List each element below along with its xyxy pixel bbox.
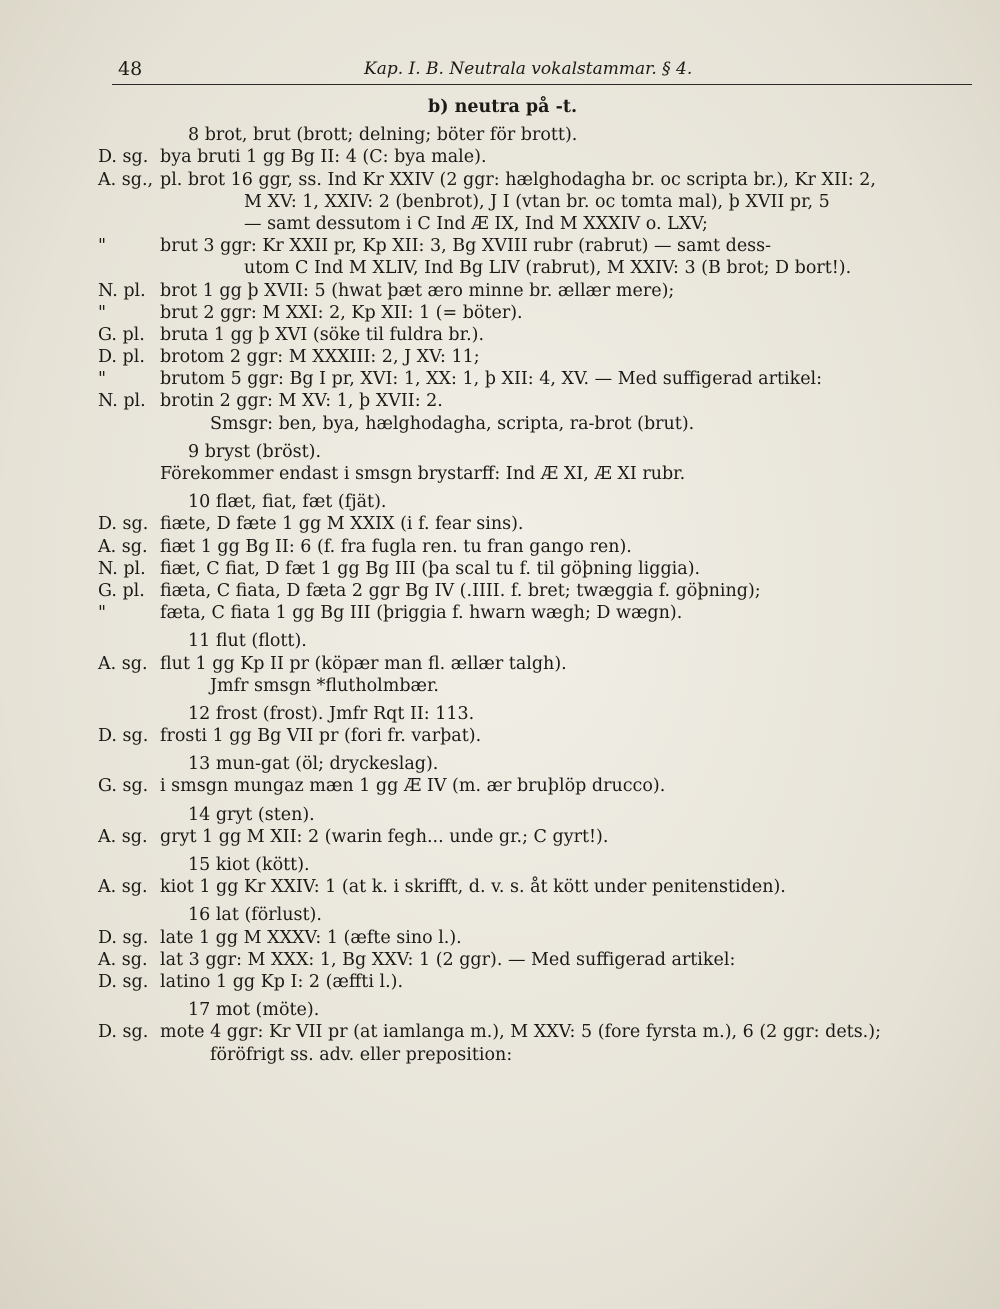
entry-heading xyxy=(98,753,978,775)
grammatical-label: G. pl. xyxy=(98,580,145,601)
line-text: flut 1 gg Kp II pr (köpær man fl. ællær talgh). xyxy=(160,653,567,674)
entry-heading xyxy=(98,854,978,876)
grammatical-label: D. sg. xyxy=(98,1022,149,1043)
line-text: frosti 1 gg Bg VII pr (fori fr. varþat). xyxy=(160,726,482,747)
grammatical-label: G. pl. xyxy=(98,324,145,345)
line-text: pl. brot 16 ggr, ss. Ind Kr XXIV (2 ggr: hælghodagha br. oc scripta br.), Kr XII: 2, xyxy=(160,169,876,190)
line-text: — samt dessutom i C Ind Æ IX, Ind M XXXIV o. LXV; xyxy=(244,213,708,234)
text-line xyxy=(98,1044,978,1066)
line-text: bya bruti 1 gg Bg II: 4 (C: bya male). xyxy=(160,147,487,168)
line-text: fiæte, D fæte 1 gg M XXIX (i f. fear sins). xyxy=(160,514,524,535)
text-line xyxy=(98,324,978,346)
text-line xyxy=(98,390,978,412)
grammatical-label: A. sg. xyxy=(98,949,148,970)
text-line xyxy=(98,949,978,971)
page-header xyxy=(112,58,972,85)
text-line xyxy=(98,826,978,848)
line-text: lat 3 ggr: M XXX: 1, Bg XXV: 1 (2 ggr). — Med suffigerad artikel: xyxy=(160,949,736,970)
line-text: 8 brot, brut (brott; delning; böter för brott). xyxy=(188,125,578,146)
text-line xyxy=(98,580,978,602)
grammatical-label: N. pl. xyxy=(98,558,146,579)
line-text: Förekommer endast i smsgn brystarff: Ind Æ XI, Æ XI rubr. xyxy=(160,464,686,484)
text-line xyxy=(98,675,978,697)
grammatical-label: D. sg. xyxy=(98,927,149,948)
text-line xyxy=(98,513,978,535)
grammatical-label: " xyxy=(98,302,107,323)
line-text: 13 mun-gat (öl; dryckeslag). xyxy=(188,754,439,775)
line-text: b) neutra på -t. xyxy=(428,97,578,117)
grammatical-label: D. pl. xyxy=(98,347,145,368)
line-text: Smsgr: ben, bya, hælghodagha, scripta, ra-brot (brut). xyxy=(210,413,695,434)
line-text: latino 1 gg Kp I: 2 (æffti l.). xyxy=(160,971,404,992)
text-line xyxy=(98,971,978,993)
grammatical-label: N. pl. xyxy=(98,391,146,412)
running-head: Kap. I. B. Neutrala vokalstammar. § 4. xyxy=(364,59,693,79)
grammatical-label: D. sg. xyxy=(98,971,149,992)
grammatical-label: " xyxy=(98,369,107,390)
text-line xyxy=(98,280,978,302)
text-line xyxy=(98,463,978,485)
text-line xyxy=(98,653,978,675)
text-line xyxy=(98,346,978,368)
grammatical-label: A. sg. xyxy=(98,826,148,847)
entry-heading xyxy=(98,630,978,652)
page-body xyxy=(98,96,978,1066)
grammatical-label: " xyxy=(98,236,107,257)
text-line xyxy=(98,413,978,435)
text-line xyxy=(98,1021,978,1043)
line-text: brut 2 ggr: M XXI: 2, Kp XII: 1 (= böter). xyxy=(160,302,523,323)
grammatical-label: A. sg. xyxy=(98,877,148,898)
line-text: 16 lat (förlust). xyxy=(188,905,322,926)
text-line xyxy=(98,876,978,898)
line-text: bruta 1 gg þ XVI (söke til fuldra br.). xyxy=(160,324,485,345)
line-text: 11 flut (flott). xyxy=(188,631,307,652)
line-text: brut 3 ggr: Kr XXII pr, Kp XII: 3, Bg XVIII rubr (rabrut) — samt dess- xyxy=(160,236,772,257)
line-text: mote 4 ggr: Kr VII pr (at iamlanga m.), M XXV: 5 (fore fyrsta m.), 6 (2 ggr: dets.); xyxy=(160,1022,881,1043)
grammatical-label: A. sg., xyxy=(98,169,154,190)
text-line xyxy=(98,257,978,279)
text-line xyxy=(98,213,978,235)
text-line xyxy=(98,191,978,213)
entry-heading xyxy=(98,804,978,826)
entry-heading xyxy=(98,703,978,725)
entry-heading xyxy=(98,491,978,513)
line-text: brot 1 gg þ XVII: 5 (hwat þæt æro minne br. ællær mere); xyxy=(160,280,675,301)
entry-heading xyxy=(98,999,978,1021)
text-line xyxy=(98,927,978,949)
page-number: 48 xyxy=(118,58,143,80)
grammatical-label: A. sg. xyxy=(98,653,148,674)
text-line xyxy=(98,536,978,558)
entry-heading xyxy=(98,124,978,146)
line-text: utom C Ind M XLIV, Ind Bg LIV (rabrut), M XXIV: 3 (B brot; D bort!). xyxy=(244,258,852,279)
text-line xyxy=(98,169,978,191)
grammatical-label: D. sg. xyxy=(98,726,149,747)
line-text: 15 kiot (kött). xyxy=(188,855,310,875)
line-text: 14 gryt (sten). xyxy=(188,804,315,825)
line-text: fiæt, C fiat, D fæt 1 gg Bg III (þa scal tu f. til göþning liggia). xyxy=(160,558,701,579)
grammatical-label: D. sg. xyxy=(98,147,149,168)
line-text: brotom 2 ggr: M XXXIII: 2, J XV: 11; xyxy=(160,347,480,368)
line-text: brotin 2 ggr: M XV: 1, þ XVII: 2. xyxy=(160,391,443,412)
grammatical-label: D. sg. xyxy=(98,514,149,535)
line-text: 12 frost (frost). Jmfr Rqt II: 113. xyxy=(188,703,475,724)
entry-heading xyxy=(98,904,978,926)
grammatical-label: G. sg. xyxy=(98,776,149,797)
text-line xyxy=(98,235,978,257)
line-text: brutom 5 ggr: Bg I pr, XVI: 1, XX: 1, þ XII: 4, XV. — Med suffigerad artikel: xyxy=(160,369,823,390)
line-text: fiæta, C fiata, D fæta 2 ggr Bg IV (.IIII. f. bret; twæggia f. göþning); xyxy=(160,580,761,601)
line-text: 10 flæt, fiat, fæt (fjät). xyxy=(188,492,387,513)
line-text: fiæt 1 gg Bg II: 6 (f. fra fugla ren. tu fran gango ren). xyxy=(160,536,632,557)
line-text: late 1 gg M XXXV: 1 (æfte sino l.). xyxy=(160,927,462,948)
entry-heading xyxy=(98,96,978,118)
text-line xyxy=(98,368,978,390)
entry-heading xyxy=(98,441,978,463)
text-line xyxy=(98,302,978,324)
line-text: i smsgn mungaz mæn 1 gg Æ IV (m. ær bruþlöp drucco). xyxy=(160,776,666,797)
grammatical-label: A. sg. xyxy=(98,536,148,557)
text-line xyxy=(98,558,978,580)
grammatical-label: N. pl. xyxy=(98,280,146,301)
line-text: föröfrigt ss. adv. eller preposition: xyxy=(210,1044,513,1065)
line-text: 9 bryst (bröst). xyxy=(188,441,322,462)
grammatical-label: " xyxy=(98,603,107,624)
line-text: kiot 1 gg Kr XXIV: 1 (at k. i skrifft, d. v. s. åt kött under penitenstiden). xyxy=(160,877,786,898)
text-line xyxy=(98,146,978,168)
line-text: fæta, C fiata 1 gg Bg III (þriggia f. hwarn wægh; D wægn). xyxy=(160,603,683,624)
line-text: Jmfr smsgn *flutholmbær. xyxy=(210,675,439,696)
line-text: 17 mot (möte). xyxy=(188,1000,320,1021)
text-line xyxy=(98,775,978,797)
text-line xyxy=(98,725,978,747)
line-text: gryt 1 gg M XII: 2 (warin fegh... unde gr.; C gyrt!). xyxy=(160,826,609,847)
line-text: M XV: 1, XXIV: 2 (benbrot), J I (vtan br. oc tomta mal), þ XVII pr, 5 xyxy=(244,191,830,212)
text-line xyxy=(98,602,978,624)
